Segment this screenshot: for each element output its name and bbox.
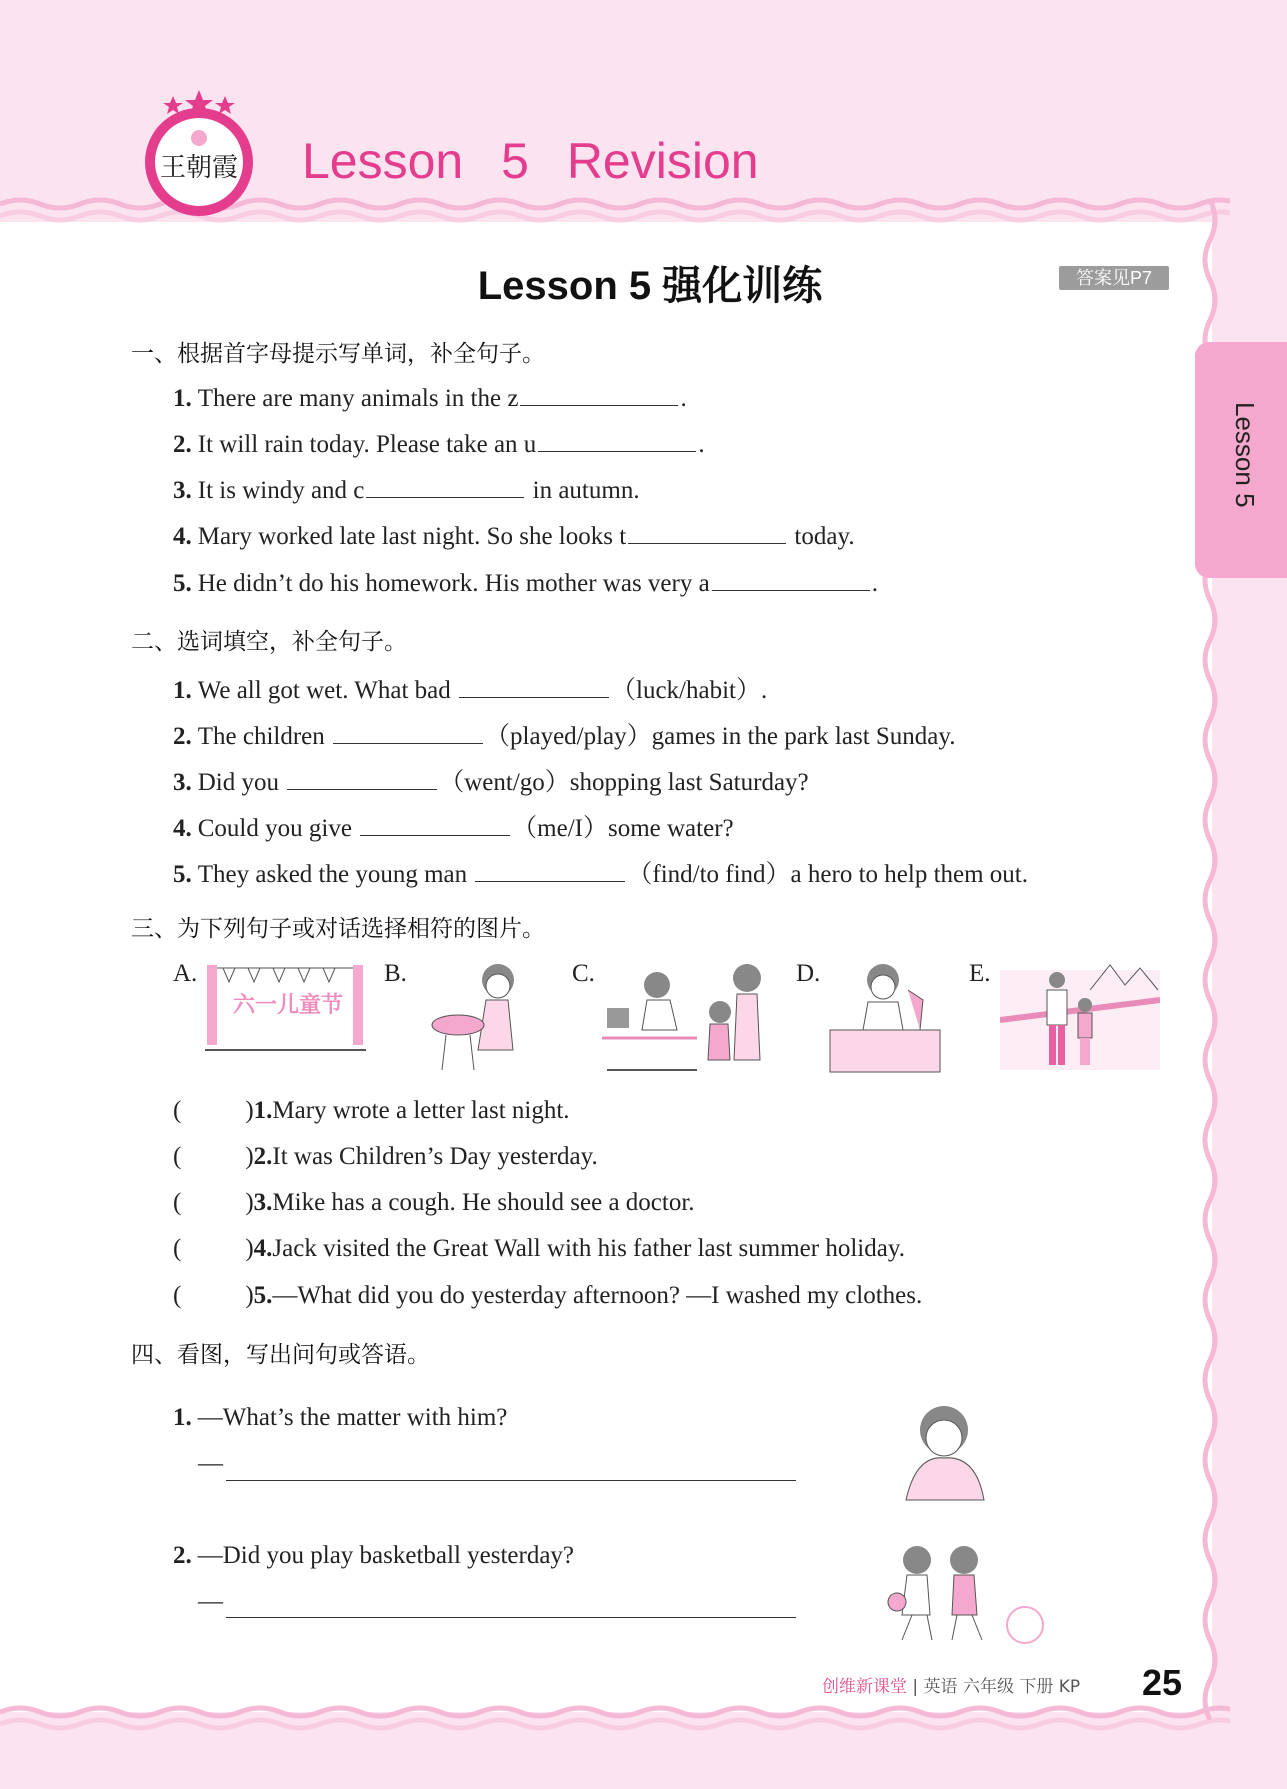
answer-blank[interactable] bbox=[287, 766, 437, 790]
footer-brand: 创维新课堂 bbox=[822, 1677, 907, 1697]
question-item: 1. There are many animals in the z . bbox=[173, 382, 687, 413]
section-4-heading: 四、看图，写出问句或答语。 bbox=[131, 1342, 430, 1368]
bottom-wave-border bbox=[0, 1702, 1230, 1738]
answer-blank[interactable] bbox=[360, 812, 510, 836]
match-item: ( )1.Mary wrote a letter last night. bbox=[173, 1094, 570, 1125]
answer-paren-blank[interactable] bbox=[183, 1279, 243, 1303]
picture-label-d: D. bbox=[796, 960, 821, 987]
question-item: 2. It will rain today. Please take an u . bbox=[173, 428, 705, 459]
question-item: 3. Did you （went/go）shopping last Saturday? bbox=[173, 762, 809, 798]
side-tab-label: Lesson 5 bbox=[1230, 402, 1260, 508]
answer-blank[interactable] bbox=[538, 428, 696, 452]
match-item: ( )3.Mike has a cough. He should see a doctor. bbox=[173, 1186, 695, 1217]
picture-label-c: C. bbox=[572, 960, 595, 987]
answer-blank[interactable] bbox=[459, 674, 609, 698]
picture-boys-playing-basketball bbox=[872, 1540, 1052, 1650]
answer-paren-blank[interactable] bbox=[183, 1186, 243, 1210]
match-item: ( )5.—What did you do yesterday afternoon? —I washed my clothes. bbox=[173, 1279, 922, 1310]
picture-label-e: E. bbox=[969, 960, 991, 987]
match-item: ( )4.Jack visited the Great Wall with his father last summer holiday. bbox=[173, 1232, 905, 1263]
answer-blank[interactable] bbox=[628, 520, 786, 544]
answer-blank[interactable] bbox=[366, 474, 524, 498]
answer-paren-blank[interactable] bbox=[183, 1094, 243, 1118]
question-item: 2. The children （played/play）games in the park last Sunday. bbox=[173, 716, 956, 752]
question-item: 1. We all got wet. What bad （luck/habit）. bbox=[173, 670, 767, 706]
answer-blank[interactable] bbox=[333, 720, 483, 744]
picture-label-a: A. bbox=[173, 960, 198, 987]
page-title: Lesson 5 Revision bbox=[302, 133, 759, 189]
answer-dash: — bbox=[198, 1450, 223, 1477]
question-item: 4. Mary worked late last night. So she looks t today. bbox=[173, 520, 855, 551]
answer-blank[interactable] bbox=[712, 567, 870, 591]
answer-blank[interactable] bbox=[520, 382, 678, 406]
picture-e-great-wall-visit bbox=[1000, 960, 1160, 1075]
answer-paren-blank[interactable] bbox=[183, 1140, 243, 1164]
section-1-heading: 一、根据首字母提示写单词，补全句子。 bbox=[131, 341, 545, 367]
answer-reference-badge: 答案见P7 bbox=[1059, 266, 1169, 290]
footer-info: 创维新课堂 | 英语 六年级 下册 KP bbox=[822, 1677, 1081, 1697]
picture-boy-with-cough bbox=[896, 1400, 991, 1505]
picture-b-girl-washing-clothes bbox=[428, 960, 528, 1075]
page-number: 25 bbox=[1142, 1662, 1183, 1703]
dialogue-question: 2. —Did you play basketball yesterday? bbox=[173, 1542, 575, 1569]
dialogue-question: 1. —What’s the matter with him? bbox=[173, 1404, 508, 1431]
svg-text:王朝霞: 王朝霞 bbox=[159, 153, 239, 183]
answer-dash: — bbox=[198, 1588, 223, 1615]
picture-c-doctor-visit bbox=[602, 960, 767, 1075]
svg-text:六一儿童节: 六一儿童节 bbox=[233, 993, 344, 1018]
answer-blank[interactable] bbox=[475, 858, 625, 882]
section-3-heading: 三、为下列句子或对话选择相符的图片。 bbox=[131, 916, 545, 942]
picture-d-girl-writing-letter bbox=[828, 960, 943, 1075]
question-item: 4. Could you give （me/I）some water? bbox=[173, 808, 734, 844]
answer-line[interactable] bbox=[226, 1617, 796, 1618]
answer-paren-blank[interactable] bbox=[183, 1232, 243, 1256]
picture-label-b: B. bbox=[384, 960, 407, 987]
picture-a-childrens-day-banner bbox=[203, 960, 368, 1075]
question-item: 5. He didn’t do his homework. His mother was very a . bbox=[173, 567, 878, 598]
match-item: ( )2.It was Children’s Day yesterday. bbox=[173, 1140, 598, 1171]
side-tab-lesson bbox=[1195, 342, 1287, 578]
question-item: 5. They asked the young man （find/to find）a hero to help them out. bbox=[173, 854, 1028, 890]
answer-line[interactable] bbox=[226, 1480, 796, 1481]
question-item: 3. It is windy and c in autumn. bbox=[173, 474, 640, 505]
publisher-logo bbox=[138, 88, 260, 218]
footer-book-info: 英语 六年级 下册 KP bbox=[923, 1677, 1081, 1697]
exercise-title: Lesson 5 强化训练 bbox=[477, 264, 823, 308]
section-2-heading: 二、选词填空，补全句子。 bbox=[131, 629, 407, 655]
